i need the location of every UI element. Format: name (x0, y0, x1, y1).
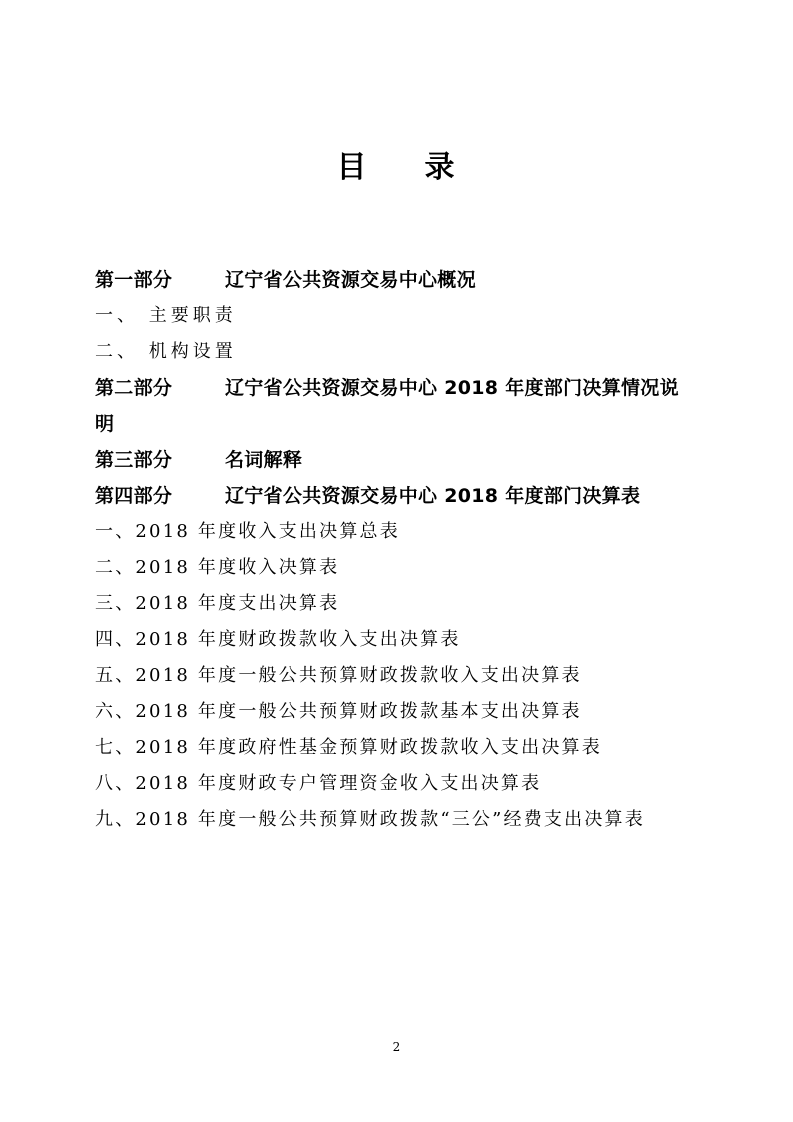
toc-item-three-public-table[interactable]: 九、2018 年度一般公共预算财政拨款“三公”经费支出决算表 (95, 809, 645, 830)
toc-part-1[interactable] (95, 262, 715, 298)
toc-part-2-continuation[interactable]: 明 (95, 413, 115, 435)
page-title (0, 146, 793, 190)
toc-item-general-budget-table[interactable]: 五、2018 年度一般公共预算财政拨款收入支出决算表 (95, 665, 582, 686)
toc-part-3-label: 第三部分 (95, 449, 173, 471)
toc-part-2[interactable] (95, 370, 715, 406)
toc-item-summary-table[interactable]: 一、2018 年度收入支出决算总表 (95, 521, 400, 542)
toc-item-responsibilities[interactable]: 一、 主要职责 (95, 305, 237, 326)
toc-part-2-text: 辽宁省公共资源交易中心 2018 年度部门决算情况说 (225, 377, 679, 399)
toc-item-expenditure-table[interactable]: 三、2018 年度支出决算表 (95, 593, 340, 614)
toc-part-1-label: 第一部分 (95, 269, 173, 291)
toc-item-organization[interactable]: 二、 机构设置 (95, 341, 237, 362)
toc-item-basic-expenditure-table[interactable]: 六、2018 年度一般公共预算财政拨款基本支出决算表 (95, 701, 582, 722)
toc-part-2-label: 第二部分 (95, 377, 173, 399)
toc-part-3-text: 名词解释 (225, 449, 303, 471)
toc-part-3[interactable] (95, 442, 715, 478)
table-of-contents (95, 262, 715, 838)
toc-item-government-fund-table[interactable]: 七、2018 年度政府性基金预算财政拨款收入支出决算表 (95, 737, 602, 758)
toc-item-income-table[interactable]: 二、2018 年度收入决算表 (95, 557, 340, 578)
toc-item-fiscal-appropriation-table[interactable]: 四、2018 年度财政拨款收入支出决算表 (95, 629, 461, 650)
toc-part-4-text: 辽宁省公共资源交易中心 2018 年度部门决算表 (225, 485, 641, 507)
title-char-1: 目 (336, 150, 369, 185)
toc-part-4[interactable] (95, 478, 715, 514)
toc-part-4-label: 第四部分 (95, 485, 173, 507)
toc-item-special-account-table[interactable]: 八、2018 年度财政专户管理资金收入支出决算表 (95, 773, 542, 794)
toc-part-1-text: 辽宁省公共资源交易中心概况 (225, 269, 476, 291)
page-number: 2 (392, 1040, 401, 1054)
title-char-2: 录 (424, 150, 457, 185)
